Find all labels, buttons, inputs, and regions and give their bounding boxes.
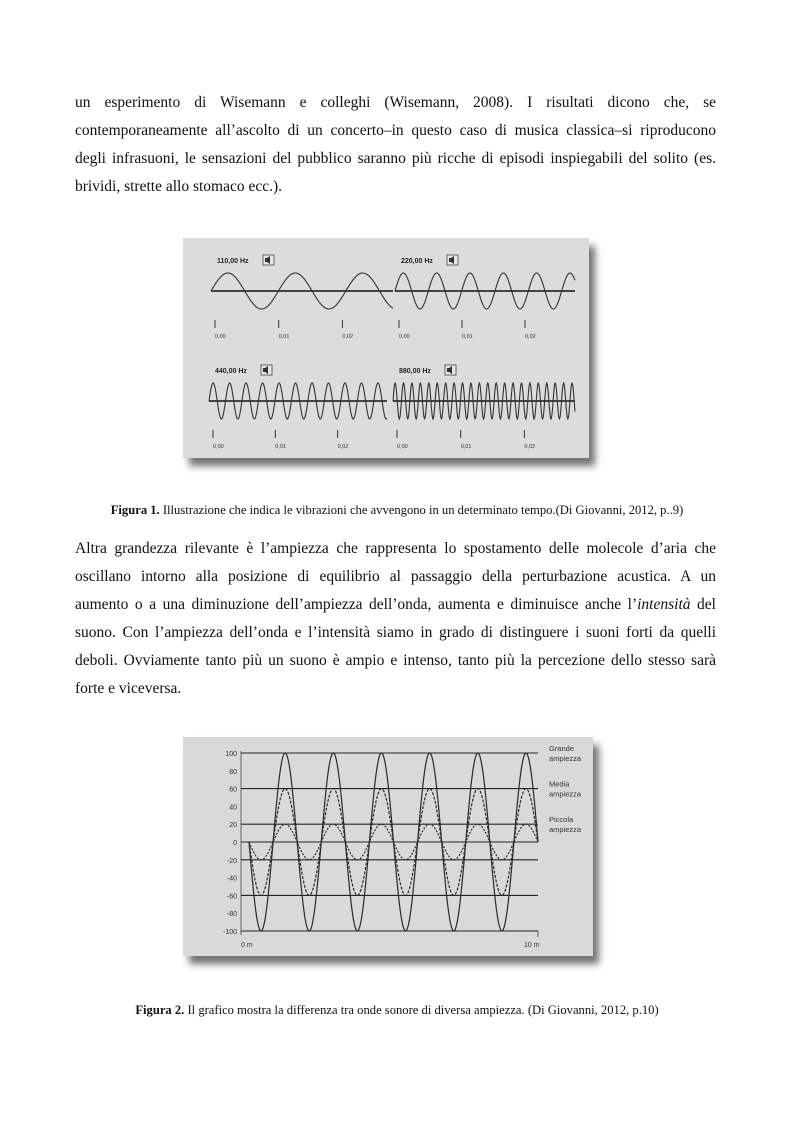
body-line: deboli. Ovviamente tanto più un suono è ampio e intenso, tanto più la percezione dello stesso sarà bbox=[75, 652, 716, 669]
wave-panel bbox=[209, 365, 387, 450]
figure-2-caption-text: Il grafico mostra la differenza tra onde sonore di diversa ampiezza. (Di Giovanni, 2012, p.10) bbox=[184, 1003, 659, 1017]
intro-line: brividi, strette allo stomaco ecc.). bbox=[75, 178, 283, 195]
emphasis-intensita: intensità bbox=[637, 596, 691, 613]
body-line: aumento o a una diminuzione dell’ampiezza dell’onda, aumenta e diminuisce anche l’intensità del bbox=[75, 596, 716, 613]
wave-panel bbox=[211, 255, 393, 340]
legend-label: ampiezza bbox=[549, 789, 582, 799]
amplitude-chart bbox=[183, 737, 593, 956]
body-paragraph bbox=[75, 535, 716, 703]
y-tick-label: -40 bbox=[226, 875, 237, 883]
time-tick-label: 0,00 bbox=[397, 444, 408, 450]
body-line: oscillano intorno alla posizione di equilibrio al passaggio della perturbazione acustica. A un bbox=[75, 568, 716, 585]
time-tick-label: 0,01 bbox=[275, 444, 287, 450]
frequency-waves-illustration bbox=[183, 238, 589, 458]
legend-label: ampiezza bbox=[549, 754, 582, 763]
time-tick-label: 0,02 bbox=[342, 334, 354, 340]
panel-frequency-label: 220,00 Hz bbox=[401, 258, 433, 265]
time-tick-label: 0,01 bbox=[278, 334, 290, 340]
figure-1-image bbox=[183, 238, 589, 458]
y-tick-label: 100 bbox=[225, 751, 237, 758]
x-tick-label: 0 m bbox=[241, 942, 253, 949]
figure-1-caption-label: Figura 1. bbox=[110, 503, 160, 517]
time-tick-label: 0,01 bbox=[462, 334, 473, 340]
y-tick-label: 40 bbox=[229, 804, 237, 812]
y-tick-label: 0 bbox=[233, 840, 237, 847]
y-tick-label: 60 bbox=[229, 786, 237, 794]
figure-2-caption bbox=[0, 1003, 794, 1018]
time-tick-label: 0,02 bbox=[524, 444, 536, 450]
y-tick-label: -80 bbox=[226, 911, 237, 919]
legend-label: Media bbox=[549, 779, 570, 789]
figure-1-caption bbox=[0, 503, 794, 518]
intro-line: contemporaneamente all’ascolto di un concerto–in questo caso di musica classica–si riproducono bbox=[75, 122, 716, 139]
figure-2-image bbox=[183, 737, 593, 956]
y-tick-label: -20 bbox=[226, 857, 237, 865]
wave-panel bbox=[393, 365, 575, 450]
x-tick-label: 10 m bbox=[524, 942, 540, 949]
y-tick-label: 20 bbox=[229, 822, 237, 830]
time-tick-label: 0,00 bbox=[215, 334, 226, 340]
body-line: suono. Con l’ampiezza dell’onda e l’intensità siamo in grado di distinguere i suoni forti da quelli bbox=[75, 624, 716, 641]
panel-frequency-label: 880,00 Hz bbox=[399, 368, 431, 375]
wave-panel bbox=[395, 255, 575, 340]
intro-paragraph bbox=[75, 89, 716, 201]
y-tick-label: -60 bbox=[226, 893, 237, 901]
time-tick-label: 0,02 bbox=[337, 444, 349, 450]
figure-2-caption-label: Figura 2. bbox=[135, 1003, 185, 1017]
y-tick-label: -100 bbox=[222, 929, 237, 936]
legend-label: ampiezza bbox=[549, 825, 582, 835]
panel-frequency-label: 110,00 Hz bbox=[217, 258, 249, 265]
body-line: Altra grandezza rilevante è l’ampiezza che rappresenta lo spostamento delle molecole d’aria che bbox=[75, 540, 716, 557]
intro-line: degli infrasuoni, le sensazioni del pubblico saranno più ricche di episodi inspiegabili del solito (es. bbox=[75, 150, 716, 167]
time-tick-label: 0,02 bbox=[525, 334, 536, 340]
body-line: forte e viceversa. bbox=[75, 680, 182, 697]
legend-label: Piccola bbox=[549, 815, 574, 825]
figure-1-caption-text: Illustrazione che indica le vibrazioni che avvengono in un determinato tempo.(Di Giovanni, 2012, p..9) bbox=[159, 503, 684, 517]
legend-label: Grande bbox=[549, 744, 575, 753]
intro-line: un esperimento di Wisemann e colleghi (Wisemann, 2008). I risultati dicono che, se bbox=[75, 94, 716, 111]
panel-frequency-label: 440,00 Hz bbox=[215, 368, 247, 375]
y-tick-label: 80 bbox=[229, 768, 237, 776]
time-tick-label: 0,00 bbox=[213, 444, 224, 450]
time-tick-label: 0,01 bbox=[460, 444, 472, 450]
time-tick-label: 0,00 bbox=[399, 334, 410, 340]
